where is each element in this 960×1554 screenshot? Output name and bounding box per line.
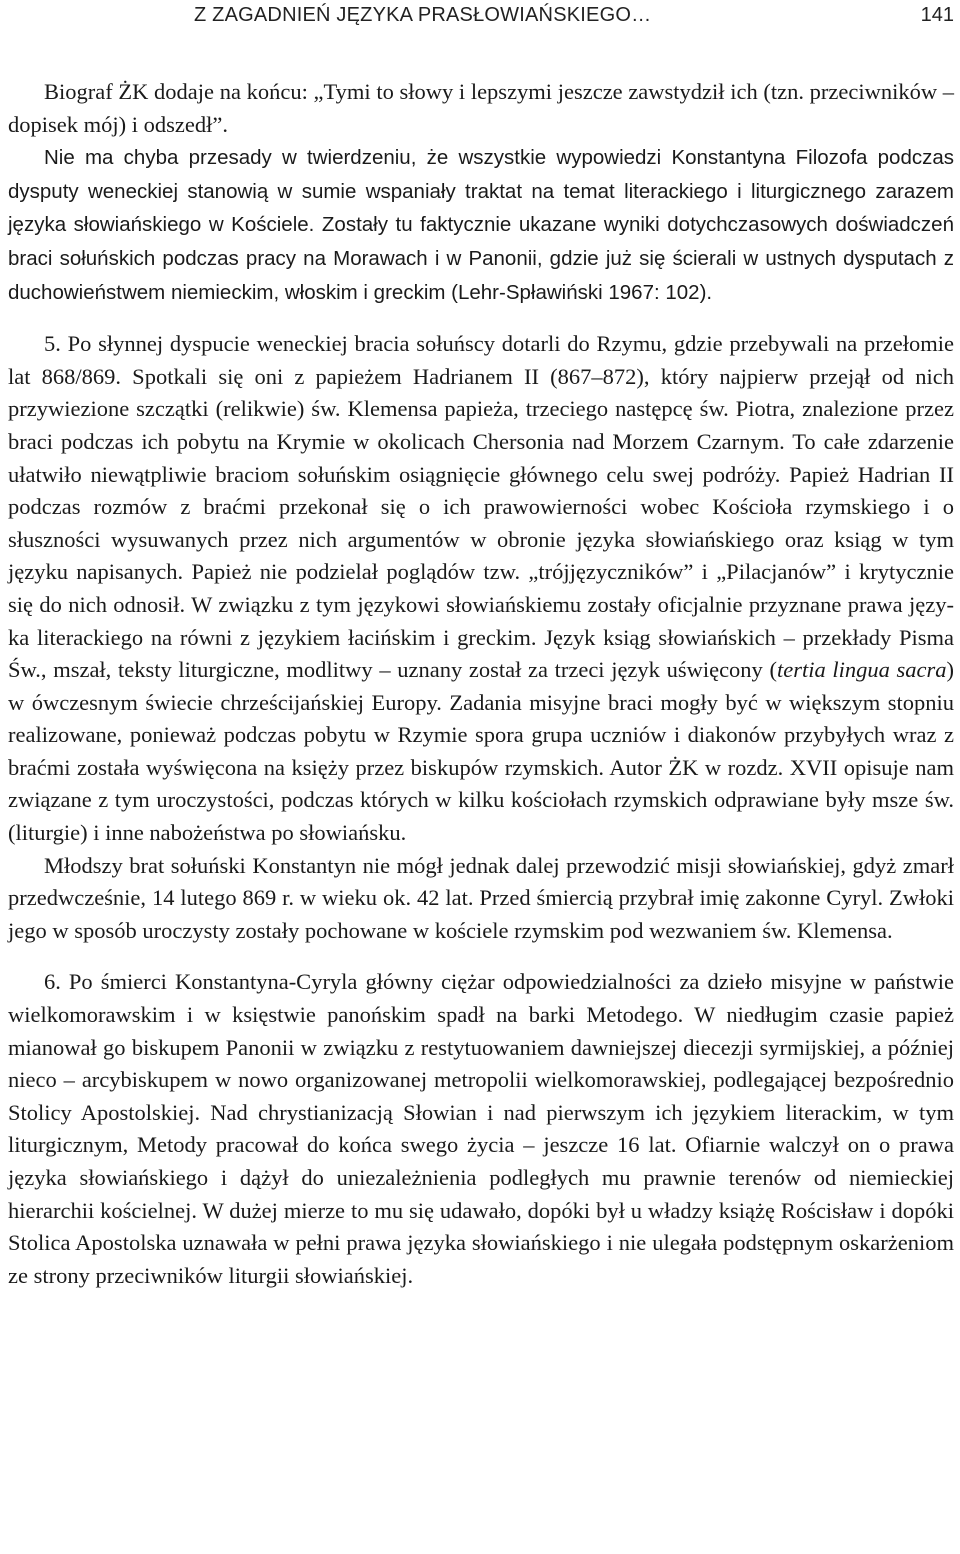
- paragraph-text: 5. Po słynnej dyspucie weneckiej bracia sołuńscy dotarli do Rzymu, gdzie przebywali na przełomie lat 868/869. Spotkali się oni z papieżem Hadrianem II (867–872), który najpierw przejął od nich przywiezione szczątki (relikwie) św. Klemensa papieża, trzeciego następcę św. Piotra, znalezione przez braci podczas ich pobytu na Krymie w okolicach Chersonia nad Morzem Czarnym. To całe zdarzenie ułatwiło niewątpliwie braciom sołuńskim osiągnięcie głównego celu swej podróży. Papież Hadrian II podczas rozmów z braćmi przekonał się o ich prawowierności wobec Kościoła rzymskiego i o słuszności wysuwanych przez nich argumentów w obronie języka słowiańskiego oraz ksiąg w tym języku napisanych. Papież nie podzielał poglądów tzw. „trójjęzyczników” i „Pilacjanów” i krytycznie się do nich odnosił. W związku z tym językowi słowiańskiemu zostały oficjalnie przyznane prawa języka literackiego na równi z językiem łacińskim i greckim. Język ksiąg słowiańskich – przekłady Pisma Św., mszał, teksty liturgiczne, modlitwy – uznany został za trzeci język uświęcony (: [8, 331, 954, 683]
- running-title: Z ZAGADNIEŃ JĘZYKA PRASŁOWIAŃSKIEGO…: [194, 4, 652, 26]
- paragraph-venetian-dispute: [8, 141, 954, 309]
- paragraph-text-cont: ) w ówczesnym świecie chrześcijańskiej Europy. Zadania misyjne braci mogły być w większym stopniu realizowane, ponieważ podczas pobytu w Rzymie spora grupa uczniów i diakonów przybyłych wraz z braćmi została wyświęcona na księży przez biskupów rzymskich. Autor ŻK w rozdz. XVII opisuje nam związane z tym uroczystości, podczas których w kilku kościołach rzymskich odprawiane były msze św. (liturgie) i inne nabożeństwa po słowiańsku.: [8, 657, 954, 846]
- paragraph-text: 6. Po śmierci Konstantyna-Cyryla główny ciężar odpowiedzialności za dzieło misyjne w państwie wielkomorawskim i w księstwie panońskim spadł na barki Metodego. W niedługim czasie papież mianował go biskupem Panonii w związku z restytuowaniem dawniejszej diecezji syrmijskiej, a później nieco – arcybiskupem w nowo organizowanej metropolii wielkomorawskiej, podlegającej bezpośrednio Stolicy Apostolskiej. Nad chrystianizacją Słowian i nad pierwszym ich językiem literackim, w tym liturgicznym, Metody pracował do końca swego życia – jeszcze 16 lat. Ofiarnie walczył on o prawa języka słowiańskiego i dążył do uniezależnienia podległych mu prawnie terenów od niemieckiej hierarchii kościelnej. W dużej mierze to mu się udawało, dopóki był u władzy książę Rościsław i dopóki Stolica Apostolska uznawała w pełni prawa języka słowiańskiego i nie ulegała podstępnym oskarżeniom ze strony przeciwników liturgii słowiańskiej.: [8, 969, 954, 1288]
- running-header: [8, 4, 954, 42]
- paragraph-section-5: [8, 328, 954, 850]
- page-number: 141: [920, 4, 954, 26]
- body-text: [8, 76, 954, 1292]
- paragraph-section-6: [8, 966, 954, 1292]
- book-page: [8, 0, 954, 1292]
- paragraph-text: Młodszy brat sołuński Konstantyn nie mógł jednak dalej przewodzić misji słowiańskiej, gdyż zmarł przedwcześnie, 14 lutego 869 r. w wieku ok. 42 lat. Przed śmiercią przybrał imię zakonne Cyryl. Zwłoki jego w sposób uroczysty zostały pochowane w kościele rzymskim pod wezwaniem św. Klemensa.: [8, 852, 954, 943]
- paragraph-text: Nie ma chyba przesady w twierdzeniu, że wszystkie wypowiedzi Konstantyna Filozofa podczas dysputy weneckiej stanowią w sumie wspaniały traktat na temat literackiego i liturgicznego zarazem języka słowiańskiego w Kościele. Zostały tu faktycznie ukazane wyniki dotychczasowych doświadczeń braci sołuńskich podczas pracy na Morawach i w Panonii, gdzie już się ścierali w ustnych dysputach z duchowieństwem niemieckim, włoskim i greckim (Lehr-Spławiński 1967: 102).: [8, 146, 954, 304]
- paragraph-quote: [8, 76, 954, 141]
- paragraph-text: Biograf ŻK dodaje na końcu: „Tymi to słowy i lepszymi jeszcze zawstydził ich (tzn. przeciwników – dopisek mój) i odszedł”.: [8, 79, 954, 137]
- paragraph-konstantyn: [8, 850, 954, 948]
- latin-term: tertia lingua sacra: [776, 657, 947, 683]
